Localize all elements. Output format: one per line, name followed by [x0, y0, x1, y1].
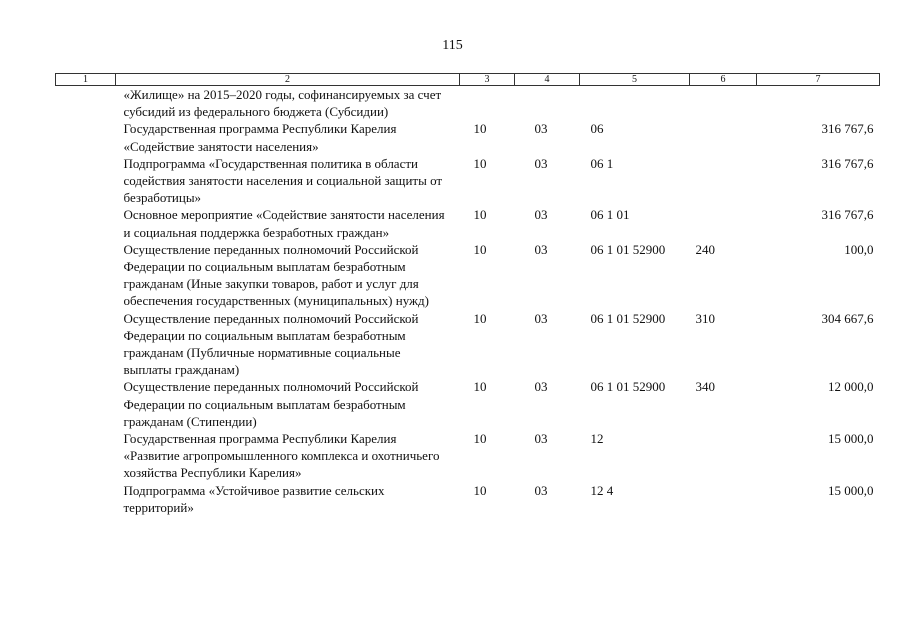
- row-section: 10: [473, 379, 487, 395]
- row-expense-type: [690, 155, 757, 207]
- row-subsection: [515, 86, 580, 121]
- row-amount: 316 767,6: [821, 207, 874, 223]
- row-section: 10: [473, 207, 487, 223]
- header-col-5: 5: [580, 74, 690, 86]
- row-section: 10: [473, 482, 487, 498]
- row-expense-type: 310: [695, 310, 715, 326]
- row-amount: 15 000,0: [828, 431, 874, 447]
- header-col-7: 7: [757, 74, 880, 86]
- row-amount: 316 767,6: [821, 121, 874, 137]
- row-section: 10: [473, 310, 487, 326]
- row-subsection: 03: [534, 155, 548, 171]
- row-section: 10: [473, 155, 487, 171]
- row-target-article: 06 1: [590, 155, 614, 171]
- row-target-article: 12: [590, 431, 604, 447]
- row-name: Осуществление переданных полномочий Российской Федерации по социальным выплатам безработным гражданам (Иные закупки товаров, работ и услуг для обеспечения государственных (муниципальных) нужд): [123, 241, 429, 309]
- row-number: [56, 155, 116, 207]
- row-section: [460, 86, 515, 121]
- row-expense-type: [690, 120, 757, 154]
- row-name: Государственная программа Республики Карелия «Развитие агропромышленного комплекса и охотничьего хозяйства Республики Карелия»: [123, 431, 440, 481]
- row-name: Осуществление переданных полномочий Российской Федерации по социальным выплатам безработным гражданам (Стипендии): [123, 379, 419, 429]
- row-section: 10: [473, 431, 487, 447]
- row-name: Осуществление переданных полномочий Российской Федерации по социальным выплатам безработным гражданам (Публичные нормативные социальные выплаты гражданам): [123, 310, 419, 378]
- row-target-article: [580, 86, 690, 121]
- row-expense-type: [690, 86, 757, 121]
- table-row: [56, 310, 880, 379]
- row-expense-type: [690, 206, 757, 240]
- table-body: [56, 86, 880, 517]
- row-subsection: 03: [534, 431, 548, 447]
- row-target-article: 06 1 01 52900: [590, 241, 666, 257]
- table-row: [56, 482, 880, 516]
- table-row: [56, 378, 880, 430]
- row-number: [56, 206, 116, 240]
- row-amount: 304 667,6: [821, 310, 874, 326]
- header-row: [56, 74, 880, 86]
- row-amount: 316 767,6: [821, 155, 874, 171]
- row-subsection: 03: [534, 207, 548, 223]
- row-expense-type: [690, 430, 757, 482]
- row-target-article: 06 1 01 52900: [590, 379, 666, 395]
- row-name: «Жилище» на 2015–2020 годы, софинансируемых за счет субсидий из федерального бюджета (Субсидии): [123, 87, 442, 120]
- row-subsection: 03: [534, 310, 548, 326]
- row-name: Подпрограмма «Устойчивое развитие сельских территорий»: [123, 482, 385, 515]
- table-header: [56, 74, 880, 86]
- row-number: [56, 310, 116, 379]
- row-target-article: 06: [590, 121, 604, 137]
- table-row: [56, 120, 880, 154]
- row-subsection: 03: [534, 241, 548, 257]
- row-amount: 12 000,0: [828, 379, 874, 395]
- header-col-6: 6: [690, 74, 757, 86]
- budget-table: [55, 73, 880, 516]
- row-number: [56, 482, 116, 516]
- row-amount: [757, 86, 880, 121]
- header-col-2: 2: [116, 74, 460, 86]
- table-row: [56, 155, 880, 207]
- header-col-1: 1: [56, 74, 116, 86]
- row-subsection: 03: [534, 379, 548, 395]
- row-target-article: 06 1 01: [590, 207, 630, 223]
- row-target-article: 12 4: [590, 482, 614, 498]
- row-expense-type: [690, 482, 757, 516]
- table-row: [56, 86, 880, 121]
- row-amount: 100,0: [844, 241, 874, 257]
- row-amount: 15 000,0: [828, 482, 874, 498]
- row-number: [56, 430, 116, 482]
- header-col-4: 4: [515, 74, 580, 86]
- row-name: Подпрограмма «Государственная политика в области содействия занятости населения и социальной защиты от безработицы»: [123, 155, 443, 206]
- page-number: 115: [442, 38, 463, 53]
- row-name: Государственная программа Республики Карелия «Содействие занятости населения»: [123, 121, 397, 154]
- row-subsection: 03: [534, 121, 548, 137]
- header-col-3: 3: [460, 74, 515, 86]
- table-row: [56, 206, 880, 240]
- row-number: [56, 86, 116, 121]
- table-row: [56, 430, 880, 482]
- row-number: [56, 241, 116, 310]
- row-subsection: 03: [534, 482, 548, 498]
- row-target-article: 06 1 01 52900: [590, 310, 666, 326]
- row-expense-type: 240: [695, 241, 715, 257]
- row-number: [56, 120, 116, 154]
- table-row: [56, 241, 880, 310]
- row-number: [56, 378, 116, 430]
- row-expense-type: 340: [695, 379, 715, 395]
- row-section: 10: [473, 121, 487, 137]
- row-name: Основное мероприятие «Содействие занятости населения и социальная поддержка безработных граждан»: [123, 207, 445, 240]
- row-section: 10: [473, 241, 487, 257]
